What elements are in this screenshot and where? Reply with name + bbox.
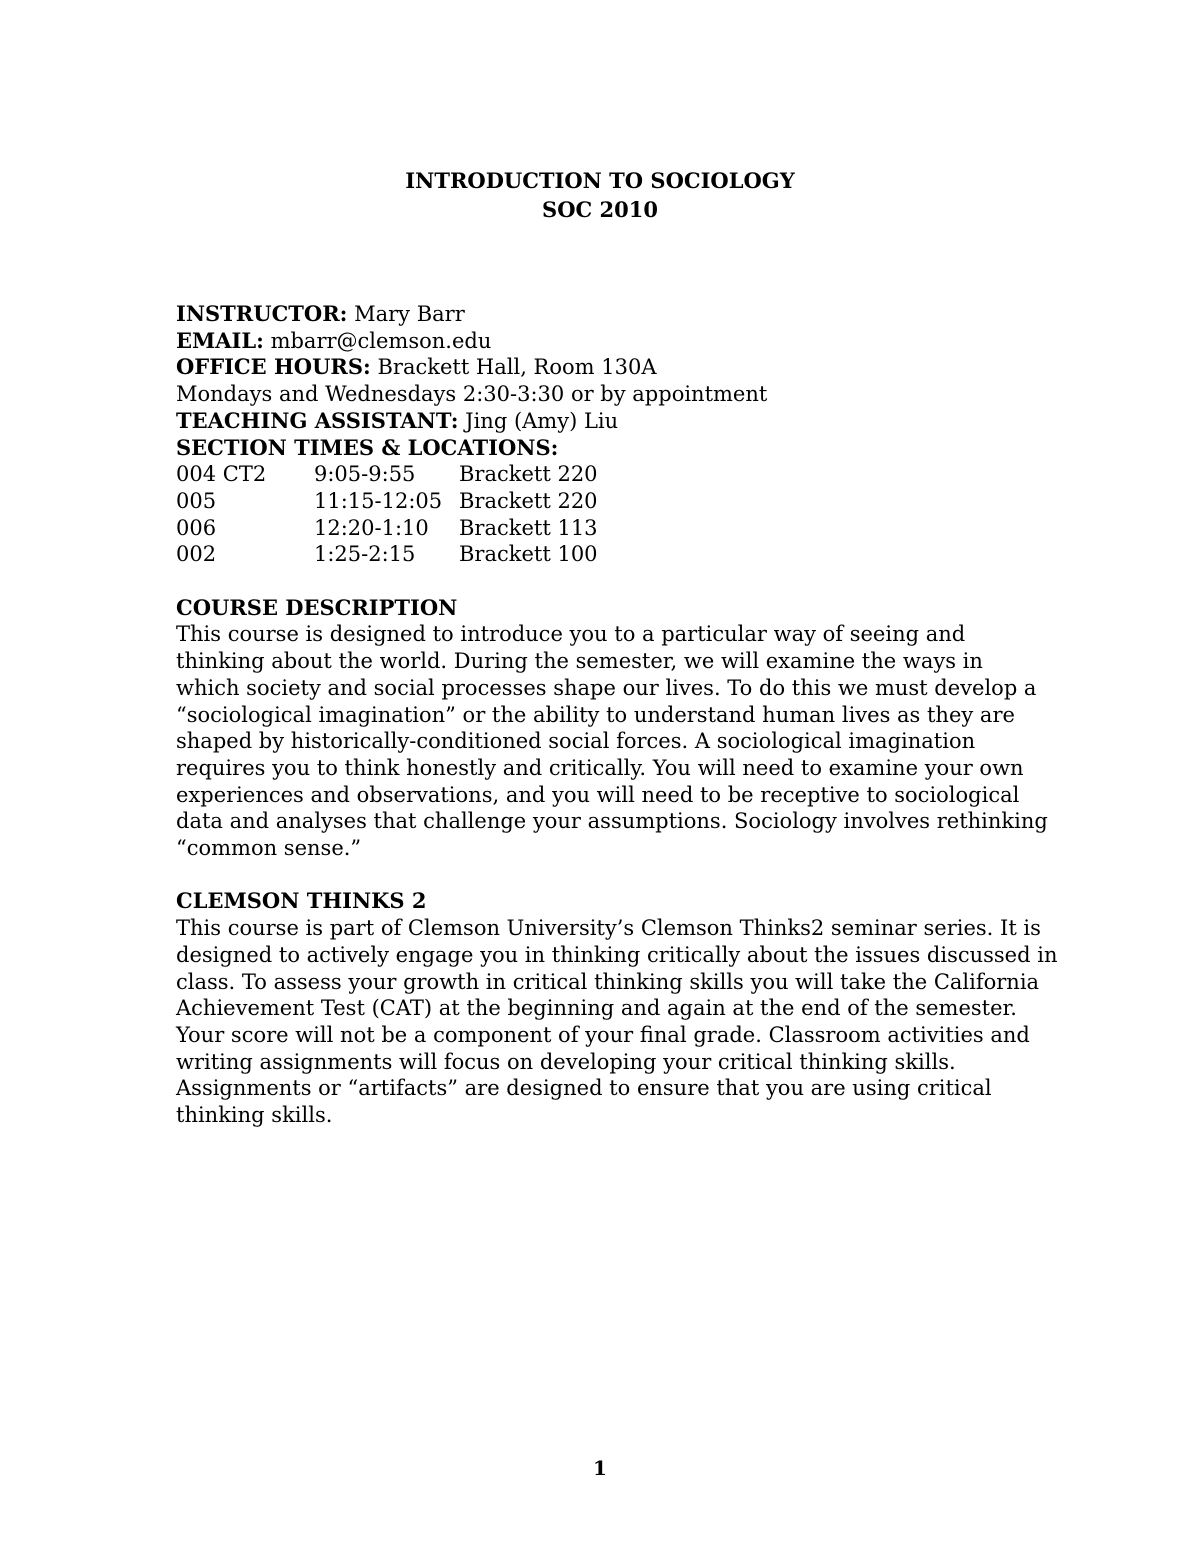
paragraph-line: This course is part of Clemson University’s Clemson Thinks2 seminar series. It is [176,916,1041,941]
section-time: 9:05-9:55 [314,462,416,487]
paragraph-line: which society and social processes shape our lives. To do this we must develop a [176,675,1037,700]
instructor-value: Mary Barr [347,302,465,326]
email-value: mbarr@clemson.edu [263,328,492,353]
paragraph-line: shaped by historically-conditioned social forces. A sociological imagination [176,729,976,754]
page-number: 1 [593,1456,607,1480]
section-row [176,515,1036,542]
instructor-line [176,301,1036,328]
office-hours-line [176,354,1036,381]
section-time: 11:15-12:05 [314,488,443,513]
paragraph-line: data and analyses that challenge your assumptions. Sociology involves rethinking [176,809,1048,834]
course-description-heading: COURSE DESCRIPTION [176,594,458,620]
paragraph-line: thinking about the world. During the semester, we will examine the ways in [176,649,983,674]
paragraph-line: class. To assess your growth in critical thinking skills you will take the California [176,969,1040,994]
instructor-label: INSTRUCTOR: [176,301,348,326]
section-number: 005 [176,488,217,513]
ta-label: TEACHING ASSISTANT: [176,407,459,433]
section-location: Brackett 100 [459,542,598,567]
office-hours-label: OFFICE HOURS: [176,354,371,380]
paragraph-line: thinking skills. [176,1103,333,1128]
title-block [0,166,1200,224]
paragraph-line: Assignments or “artifacts” are designed to ensure that you are using critical [176,1076,992,1101]
email-line [176,328,1036,355]
section-time: 1:25-2:15 [314,542,416,567]
section-row [176,541,1036,568]
course-title: INTRODUCTION TO SOCIOLOGY [405,168,795,193]
paragraph-line: requires you to think honestly and critically. You will need to examine your own [176,755,1024,780]
section-number: 004 CT2 [176,462,267,487]
section-row [176,488,1036,515]
ta-line [176,408,1036,435]
paragraph-line: Your score will not be a component of your final grade. Classroom activities and [176,1022,1030,1047]
section-row [176,461,1036,488]
course-description-paragraph [176,621,1048,861]
paragraph-line: experiences and observations, and you will need to be receptive to sociological [176,782,1020,807]
section-table [176,461,1036,568]
paragraph-line: “common sense.” [176,836,362,861]
paragraph-line: This course is designed to introduce you to a particular way of seeing and [176,622,966,647]
office-times: Mondays and Wednesdays 2:30-3:30 or by appointment [176,382,768,407]
office-hours-value: Brackett Hall, Room 130A [370,355,657,380]
clemson-thinks-heading: CLEMSON THINKS 2 [176,888,427,914]
course-code: SOC 2010 [542,197,658,222]
section-time: 12:20-1:10 [314,515,429,540]
section-location: Brackett 220 [459,462,598,487]
section-number: 002 [176,542,217,567]
clemson-thinks-paragraph [176,915,1058,1129]
paragraph-line: writing assignments will focus on developing your critical thinking skills. [176,1049,956,1074]
paragraph-line: designed to actively engage you in thinking critically about the issues discussed in [176,942,1058,967]
sections-label: SECTION TIMES & LOCATIONS: [176,434,559,460]
section-number: 006 [176,515,217,540]
paragraph-line: “sociological imagination” or the ability to understand human lives as they are [176,702,1015,727]
paragraph-line: Achievement Test (CAT) at the beginning and again at the end of the semester. [176,996,1017,1021]
ta-value: Jing (Amy) Liu [458,408,619,433]
syllabus-content [176,301,1058,1129]
section-location: Brackett 113 [459,515,598,540]
email-label: EMAIL: [176,327,264,353]
section-location: Brackett 220 [459,488,598,513]
